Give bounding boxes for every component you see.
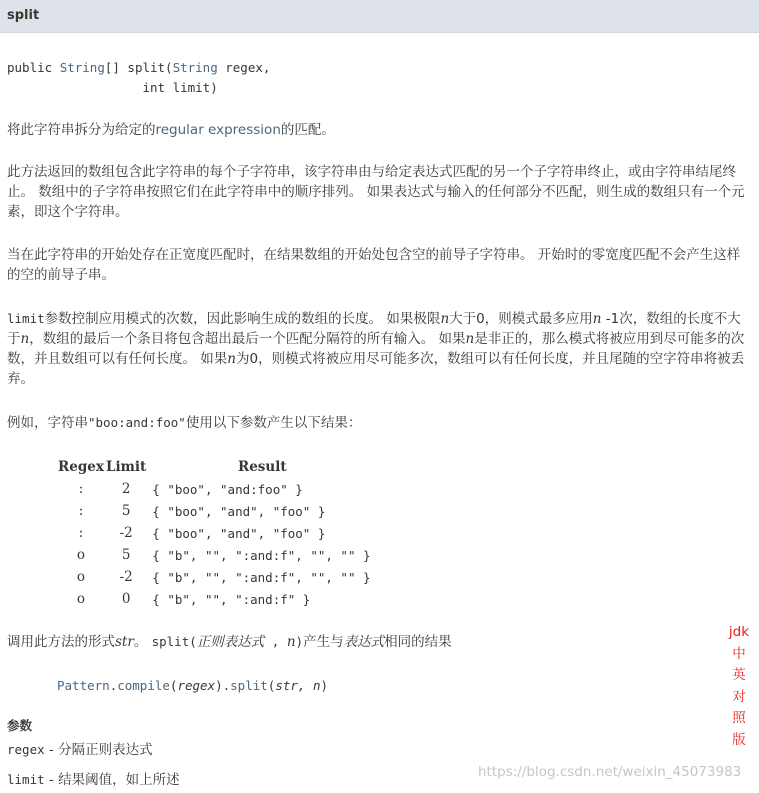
cell-limit: -2	[119, 525, 133, 541]
param-name: limit	[7, 772, 45, 787]
side-note-char: 版	[732, 731, 746, 748]
sig-return-type-link[interactable]: String	[59, 60, 105, 75]
split-code: split(	[151, 634, 197, 649]
regex-var: 正则表达式	[196, 634, 265, 650]
cell-regex: o	[76, 591, 86, 607]
invoke-text: 。	[133, 634, 152, 650]
param-desc: - 分隔正则表达式	[44, 742, 153, 758]
cell-regex: :	[78, 503, 84, 519]
table-row	[56, 478, 378, 500]
side-note-char: jdk	[728, 624, 750, 640]
sig-line2: int limit)	[7, 80, 218, 95]
side-note-char: 照	[732, 710, 746, 726]
example-code-block	[57, 676, 328, 696]
code-arg: regex	[177, 678, 216, 693]
code-punct: (	[169, 678, 178, 693]
cell-regex: o	[76, 569, 86, 585]
side-note-char: 英	[732, 667, 746, 683]
table-row	[56, 566, 378, 588]
params-label: 参数	[7, 718, 33, 733]
side-note-char: 中	[732, 645, 746, 662]
p4-text: 是非正的，那么模式将被应用到尽可能多的次数，并且数组可以有任何长度。 如果	[7, 331, 745, 367]
p4-text: -1次，数组的长度不大于	[7, 311, 741, 347]
expr-var: 表达式	[343, 634, 385, 650]
example-string-code: "boo:and:foo"	[88, 415, 186, 430]
invoke-equivalence	[7, 632, 707, 652]
cell-result: { "b", "", ":and:f", "", "" }	[152, 547, 371, 563]
cell-limit: -2	[119, 569, 133, 585]
compile-method-link[interactable]: compile	[117, 678, 170, 693]
method-title: split	[7, 8, 40, 23]
cell-result: { "boo", "and", "foo" }	[152, 525, 326, 541]
p4-text: ，数组的最后一个条目将包含超出最后一个匹配分隔符的所有输入。 如果	[29, 331, 466, 347]
cell-regex: :	[78, 525, 84, 541]
p4-text: 为0，则模式将被应用尽可能多次，数组可以有任何长度，并且尾随的空字符串将被丢弃。	[7, 351, 745, 387]
desc-para-2: 此方法返回的数组包含此字符串的每个子字符串，该字符串由与给定表达式匹配的另一个子字符串终止，或由字符串结尾终止。 数组中的子字符串按照它们在此字符串中的顺序排列。 如果表达式与输入的任何部分不匹配，则生成的数组只有一个元素，即这个字符串。	[7, 164, 745, 220]
code-arg: str, n	[275, 678, 321, 693]
split-code: ,	[264, 634, 287, 649]
n-var: n	[227, 351, 236, 367]
str-var: str	[115, 634, 134, 650]
table-row	[56, 588, 378, 610]
method-signature	[7, 58, 270, 98]
code-punct: .	[109, 678, 118, 693]
n-var: n	[592, 311, 602, 327]
param-desc: - 结果阈值，如上所述	[44, 772, 180, 788]
invoke-text: 调用此方法的形式	[7, 634, 115, 650]
n-var: n	[440, 311, 450, 327]
p5-text-end: 使用以下参数产生以下结果：	[185, 415, 362, 431]
table-row	[56, 544, 378, 566]
p1-text: 将此字符串拆分为给定的	[7, 122, 156, 138]
header-limit: Limit	[106, 459, 147, 475]
cell-limit: 0	[121, 591, 131, 607]
cell-result: { "b", "", ":and:f", "", "" }	[152, 569, 371, 585]
code-punct: (	[267, 678, 276, 693]
desc-para-3: 当在此字符串的开始处存在正宽度匹配时，在结果数组的开始处包含空的前导子字符串。 开始时的零宽度匹配不会产生这样的空的前导子串。	[7, 247, 741, 283]
sig-method: [] split(	[104, 60, 173, 75]
sig-param-name: regex,	[217, 60, 271, 75]
param-limit	[7, 770, 180, 790]
code-punct: )	[320, 678, 328, 693]
n-var: n	[465, 331, 475, 347]
param-name: regex	[7, 742, 45, 757]
desc-para-1	[7, 120, 747, 140]
regex-link[interactable]: regular expression	[155, 122, 281, 138]
desc-para-5	[7, 413, 747, 433]
cell-result: { "boo", "and", "foo" }	[152, 503, 326, 519]
split-method-link[interactable]: split	[230, 678, 268, 693]
p4-text: 大于0，则模式最多应用	[449, 311, 593, 327]
split-code: )	[295, 634, 304, 649]
header-regex: Regex	[58, 459, 104, 475]
cell-result: { "b", "", ":and:f" }	[152, 591, 311, 607]
cell-limit: 5	[121, 503, 131, 519]
pattern-class-link[interactable]: Pattern	[57, 678, 110, 693]
limit-code: limit	[7, 311, 45, 326]
code-punct: ).	[215, 678, 231, 693]
n-var: n	[286, 634, 296, 650]
cell-regex: :	[78, 481, 84, 497]
cell-limit: 5	[121, 547, 131, 563]
watermark: https://blog.csdn.net/weixin_45073983	[478, 764, 742, 780]
p5-text: 例如，字符串	[7, 415, 88, 431]
side-note-char: 对	[732, 688, 746, 705]
sig-modifier: public	[7, 60, 60, 75]
invoke-text: 产生与	[303, 634, 344, 650]
header-result: Result	[237, 459, 287, 475]
method-header	[0, 0, 759, 33]
sig-param-type-link[interactable]: String	[172, 60, 218, 75]
invoke-text: 相同的结果	[384, 634, 452, 650]
p1-text-end: 的匹配。	[280, 122, 335, 138]
n-var: n	[20, 331, 30, 347]
table-row	[56, 522, 378, 544]
side-note-vertical[interactable]	[726, 622, 752, 751]
table-header-row	[56, 456, 378, 478]
cell-limit: 2	[121, 481, 131, 497]
p4-text: 参数控制应用模式的次数，因此影响生成的数组的长度。 如果极限	[44, 311, 441, 327]
desc-para-4	[7, 309, 747, 389]
table-row	[56, 500, 378, 522]
cell-regex: o	[76, 547, 86, 563]
split-results-table	[56, 456, 378, 610]
cell-result: { "boo", "and:foo" }	[152, 481, 303, 497]
param-regex	[7, 740, 153, 760]
